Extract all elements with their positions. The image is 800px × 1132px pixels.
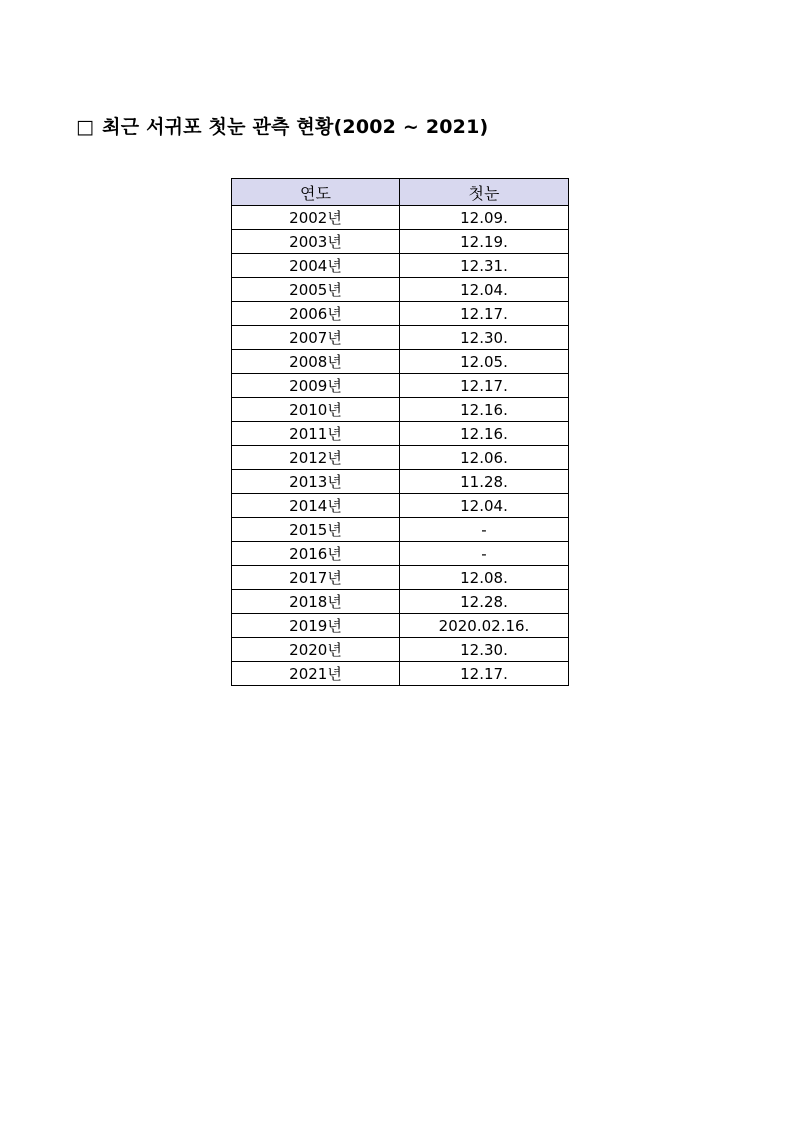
first-snow-date-cell: 12.30.	[400, 638, 569, 662]
first-snow-date-cell: 12.08.	[400, 566, 569, 590]
table-row	[232, 422, 569, 446]
first-snow-date-cell: 12.05.	[400, 350, 569, 374]
first-snow-table	[231, 178, 569, 686]
first-snow-date-cell: 12.17.	[400, 662, 569, 686]
year-cell: 2004년	[232, 254, 400, 278]
first-snow-date-cell: -	[400, 518, 569, 542]
table-row	[232, 638, 569, 662]
year-cell: 2021년	[232, 662, 400, 686]
column-header-first-snow: 첫눈	[400, 179, 569, 206]
year-cell: 2016년	[232, 542, 400, 566]
year-cell: 2008년	[232, 350, 400, 374]
table-row	[232, 278, 569, 302]
column-header-year: 연도	[232, 179, 400, 206]
first-snow-date-cell: -	[400, 542, 569, 566]
table-row	[232, 398, 569, 422]
table-row	[232, 350, 569, 374]
first-snow-date-cell: 12.17.	[400, 302, 569, 326]
year-cell: 2011년	[232, 422, 400, 446]
year-cell: 2006년	[232, 302, 400, 326]
year-cell: 2014년	[232, 494, 400, 518]
year-cell: 2013년	[232, 470, 400, 494]
first-snow-date-cell: 12.30.	[400, 326, 569, 350]
table-row	[232, 542, 569, 566]
year-cell: 2018년	[232, 590, 400, 614]
table-header-row	[232, 179, 569, 206]
first-snow-date-cell: 2020.02.16.	[400, 614, 569, 638]
table-row	[232, 566, 569, 590]
year-cell: 2010년	[232, 398, 400, 422]
year-cell: 2005년	[232, 278, 400, 302]
first-snow-date-cell: 12.28.	[400, 590, 569, 614]
first-snow-date-cell: 12.06.	[400, 446, 569, 470]
table-row	[232, 446, 569, 470]
year-cell: 2003년	[232, 230, 400, 254]
table-row	[232, 254, 569, 278]
table-row	[232, 302, 569, 326]
first-snow-date-cell: 12.17.	[400, 374, 569, 398]
first-snow-date-cell: 12.31.	[400, 254, 569, 278]
year-cell: 2019년	[232, 614, 400, 638]
page-title	[76, 112, 488, 139]
first-snow-date-cell: 12.04.	[400, 278, 569, 302]
first-snow-date-cell: 12.19.	[400, 230, 569, 254]
year-cell: 2012년	[232, 446, 400, 470]
year-cell: 2015년	[232, 518, 400, 542]
title-text: 최근 서귀포 첫눈 관측 현황(2002 ~ 2021)	[102, 116, 489, 138]
table-row	[232, 470, 569, 494]
table-row	[232, 614, 569, 638]
first-snow-date-cell: 12.04.	[400, 494, 569, 518]
table-row	[232, 518, 569, 542]
checkbox-square-icon: □	[76, 116, 95, 138]
year-cell: 2009년	[232, 374, 400, 398]
table-row	[232, 590, 569, 614]
table-row	[232, 662, 569, 686]
first-snow-date-cell: 12.09.	[400, 206, 569, 230]
first-snow-date-cell: 12.16.	[400, 422, 569, 446]
year-cell: 2007년	[232, 326, 400, 350]
table-row	[232, 230, 569, 254]
first-snow-date-cell: 11.28.	[400, 470, 569, 494]
table-row	[232, 494, 569, 518]
year-cell: 2017년	[232, 566, 400, 590]
year-cell: 2002년	[232, 206, 400, 230]
table-row	[232, 374, 569, 398]
table-body	[232, 206, 569, 686]
table-row	[232, 206, 569, 230]
year-cell: 2020년	[232, 638, 400, 662]
first-snow-date-cell: 12.16.	[400, 398, 569, 422]
table-row	[232, 326, 569, 350]
